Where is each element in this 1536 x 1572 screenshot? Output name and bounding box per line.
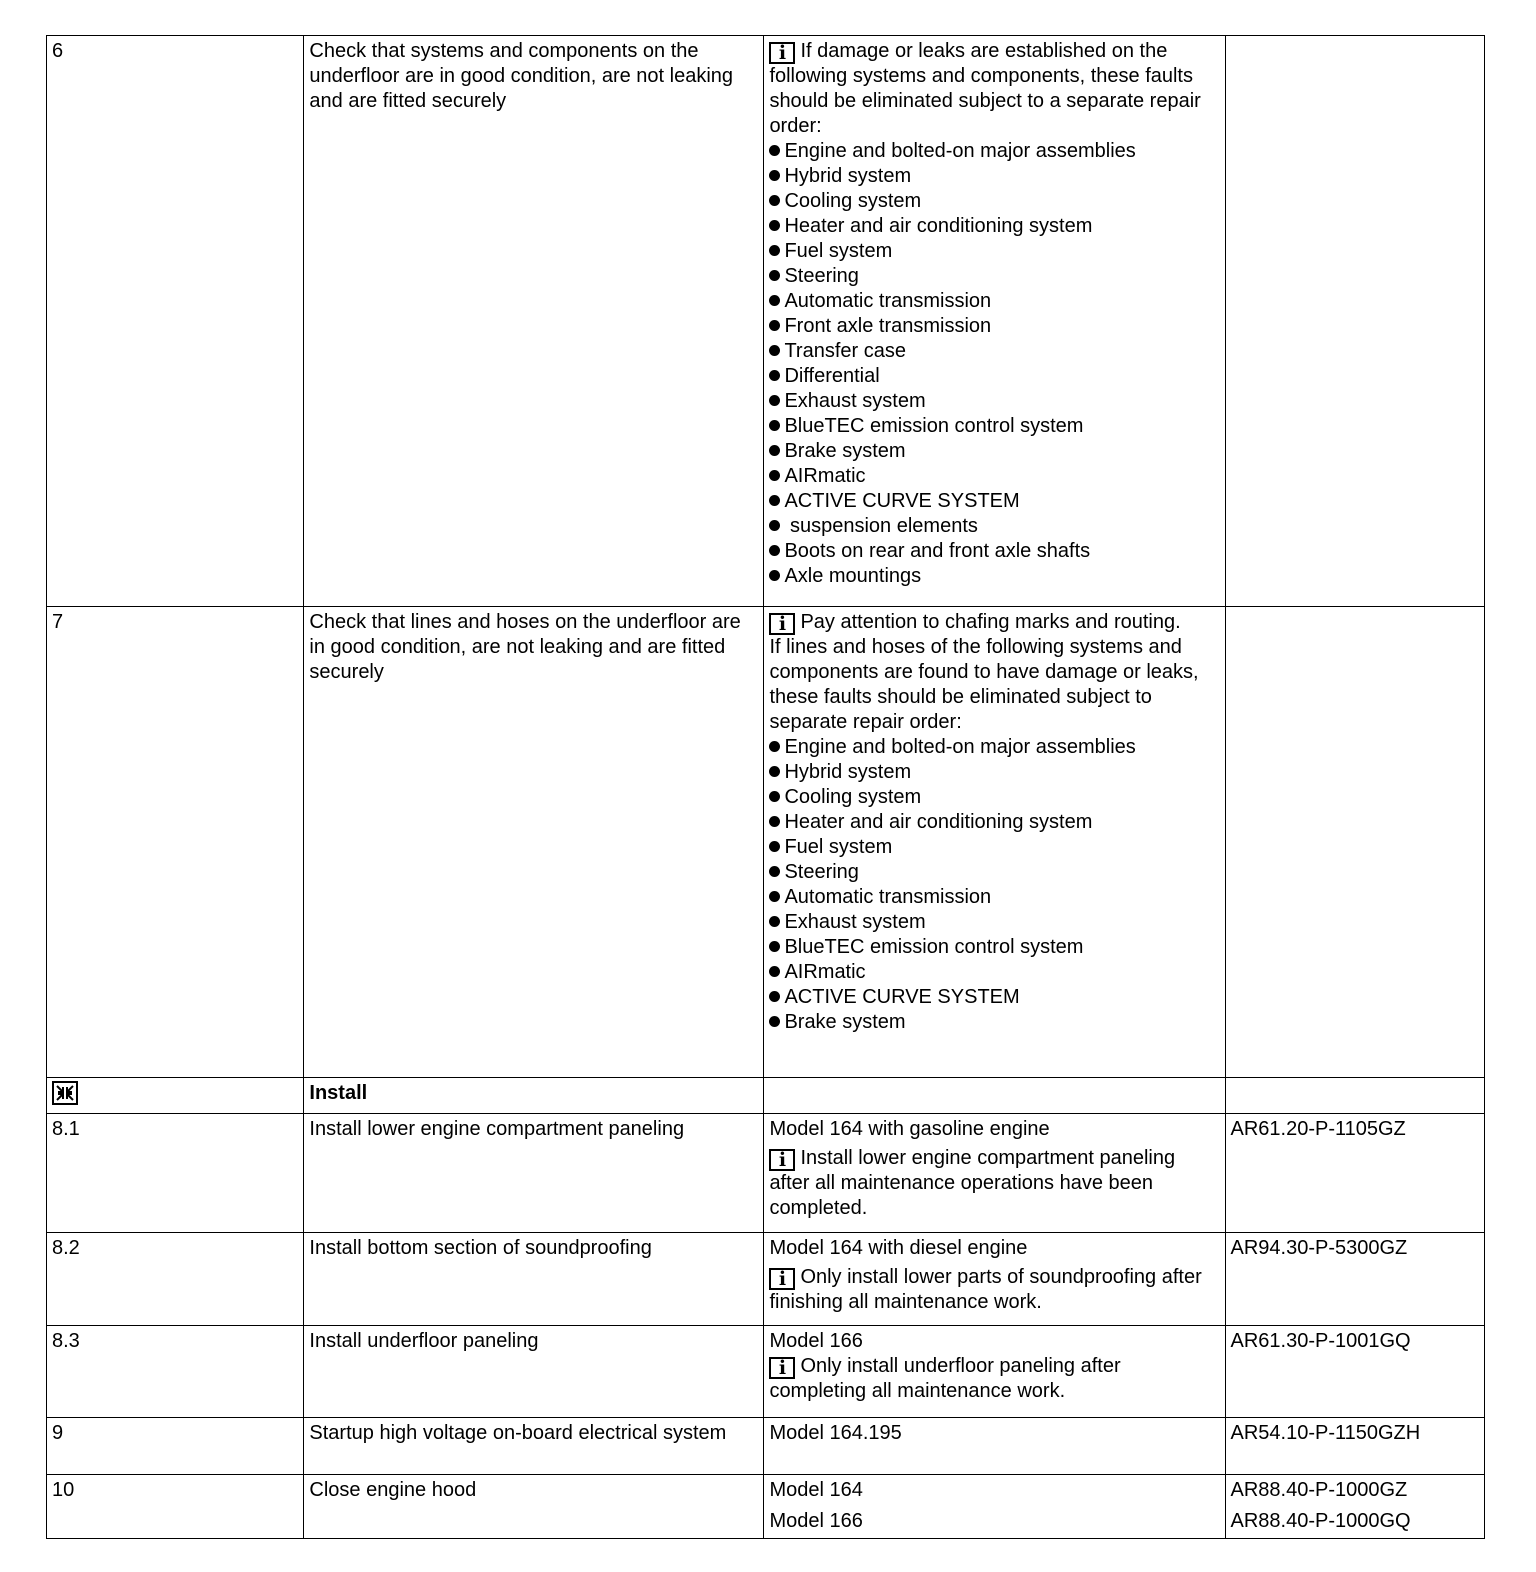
list-item: Heater and air conditioning system (769, 214, 1219, 239)
list-item: Fuel system (769, 239, 1219, 264)
model-text: Model 164 (769, 1479, 863, 1501)
reference-link[interactable]: AR88.40-P-1000GQ (1230, 1510, 1411, 1532)
list-item: Automatic transmission (769, 885, 1219, 910)
list-item: Engine and bolted-on major assemblies (769, 139, 1219, 164)
table-row (47, 1326, 1485, 1418)
note-text: Only install lower parts of soundproofing after finishing all maintenance work. (769, 1266, 1202, 1313)
list-item: Cooling system (769, 189, 1219, 214)
table-row (47, 607, 1485, 1078)
list-item: Differential (769, 364, 1219, 389)
task-description: Close engine hood (304, 1475, 764, 1539)
step-number: 8.1 (47, 1114, 304, 1233)
reference-link[interactable]: AR94.30-P-5300GZ (1225, 1233, 1485, 1326)
table-row (47, 36, 1485, 607)
model-text: Model 166 (769, 1510, 863, 1532)
list-item: Cooling system (769, 785, 1219, 810)
table-row (47, 1114, 1485, 1233)
reference-cell (1225, 1475, 1485, 1539)
task-notes (764, 36, 1225, 607)
empty-cell (764, 1078, 1225, 1114)
info-icon: i (769, 1268, 795, 1290)
table-row (47, 1475, 1485, 1539)
system-list (769, 735, 1219, 1035)
task-notes (764, 1233, 1225, 1326)
list-item: Axle mountings (769, 564, 1219, 589)
task-notes (764, 1114, 1225, 1233)
model-text: Model 166 (769, 1330, 863, 1352)
task-description: Startup high voltage on-board electrical system (304, 1418, 764, 1475)
list-item: Fuel system (769, 835, 1219, 860)
note-text: If damage or leaks are established on the following systems and components, these faults should be eliminated subject to a separate repair order: (769, 40, 1201, 137)
task-notes (764, 1475, 1225, 1539)
list-item: Hybrid system (769, 164, 1219, 189)
list-item: Brake system (769, 439, 1219, 464)
section-title: Install (304, 1078, 764, 1114)
step-number: 8.3 (47, 1326, 304, 1418)
info-icon: i (769, 1357, 795, 1379)
step-number: 6 (47, 36, 304, 607)
reference-cell (1225, 36, 1485, 607)
reference-link[interactable]: AR61.30-P-1001GQ (1225, 1326, 1485, 1418)
list-item: Steering (769, 860, 1219, 885)
reference-link[interactable]: AR61.20-P-1105GZ (1225, 1114, 1485, 1233)
table-row (47, 1418, 1485, 1475)
task-notes (764, 1326, 1225, 1418)
info-icon: i (769, 1149, 795, 1171)
list-item: Steering (769, 264, 1219, 289)
step-number: 9 (47, 1418, 304, 1475)
install-icon (52, 1081, 78, 1105)
section-icon-cell (47, 1078, 304, 1114)
task-notes (764, 607, 1225, 1078)
list-item: Automatic transmission (769, 289, 1219, 314)
system-list (769, 139, 1219, 589)
model-text: Model 164.195 (764, 1418, 1225, 1475)
list-item: suspension elements (769, 514, 1219, 539)
task-description: Install lower engine compartment paneling (304, 1114, 764, 1233)
info-icon: i (769, 42, 795, 64)
list-item: Heater and air conditioning system (769, 810, 1219, 835)
note-text: Install lower engine compartment paneling after all maintenance operations have been completed. (769, 1147, 1176, 1219)
list-item: Engine and bolted-on major assemblies (769, 735, 1219, 760)
list-item: ACTIVE CURVE SYSTEM (769, 489, 1219, 514)
list-item: Brake system (769, 1010, 1219, 1035)
list-item: Boots on rear and front axle shafts (769, 539, 1219, 564)
reference-cell (1225, 607, 1485, 1078)
step-number: 7 (47, 607, 304, 1078)
note-text: Only install underfloor paneling after completing all maintenance work. (769, 1355, 1121, 1402)
empty-cell (1225, 1078, 1485, 1114)
list-item: Transfer case (769, 339, 1219, 364)
maintenance-steps-table (46, 35, 1485, 1539)
task-description: Install underfloor paneling (304, 1326, 764, 1418)
list-item: Hybrid system (769, 760, 1219, 785)
model-text: Model 164 with gasoline engine (769, 1118, 1050, 1140)
list-item: Front axle transmission (769, 314, 1219, 339)
step-number: 10 (47, 1475, 304, 1539)
list-item: AIRmatic (769, 464, 1219, 489)
info-icon: i (769, 613, 795, 635)
task-description: Check that systems and components on the underfloor are in good condition, are not leaking and are fitted securely (304, 36, 764, 607)
task-description: Check that lines and hoses on the underfloor are in good condition, are not leaking and are fitted securely (304, 607, 764, 1078)
list-item: Exhaust system (769, 389, 1219, 414)
list-item: AIRmatic (769, 960, 1219, 985)
list-item: ACTIVE CURVE SYSTEM (769, 985, 1219, 1010)
table-row (47, 1078, 1485, 1114)
list-item: BlueTEC emission control system (769, 414, 1219, 439)
note-text: If lines and hoses of the following systems and components are found to have damage or leaks, these faults should be eliminated subject to separate repair order: (769, 636, 1199, 733)
list-item: Exhaust system (769, 910, 1219, 935)
reference-link[interactable]: AR88.40-P-1000GZ (1230, 1479, 1408, 1501)
table-row (47, 1233, 1485, 1326)
note-text: Pay attention to chafing marks and routing. (800, 611, 1181, 633)
step-number: 8.2 (47, 1233, 304, 1326)
task-description: Install bottom section of soundproofing (304, 1233, 764, 1326)
model-text: Model 164 with diesel engine (769, 1237, 1028, 1259)
list-item: BlueTEC emission control system (769, 935, 1219, 960)
reference-link[interactable]: AR54.10-P-1150GZH (1225, 1418, 1485, 1475)
